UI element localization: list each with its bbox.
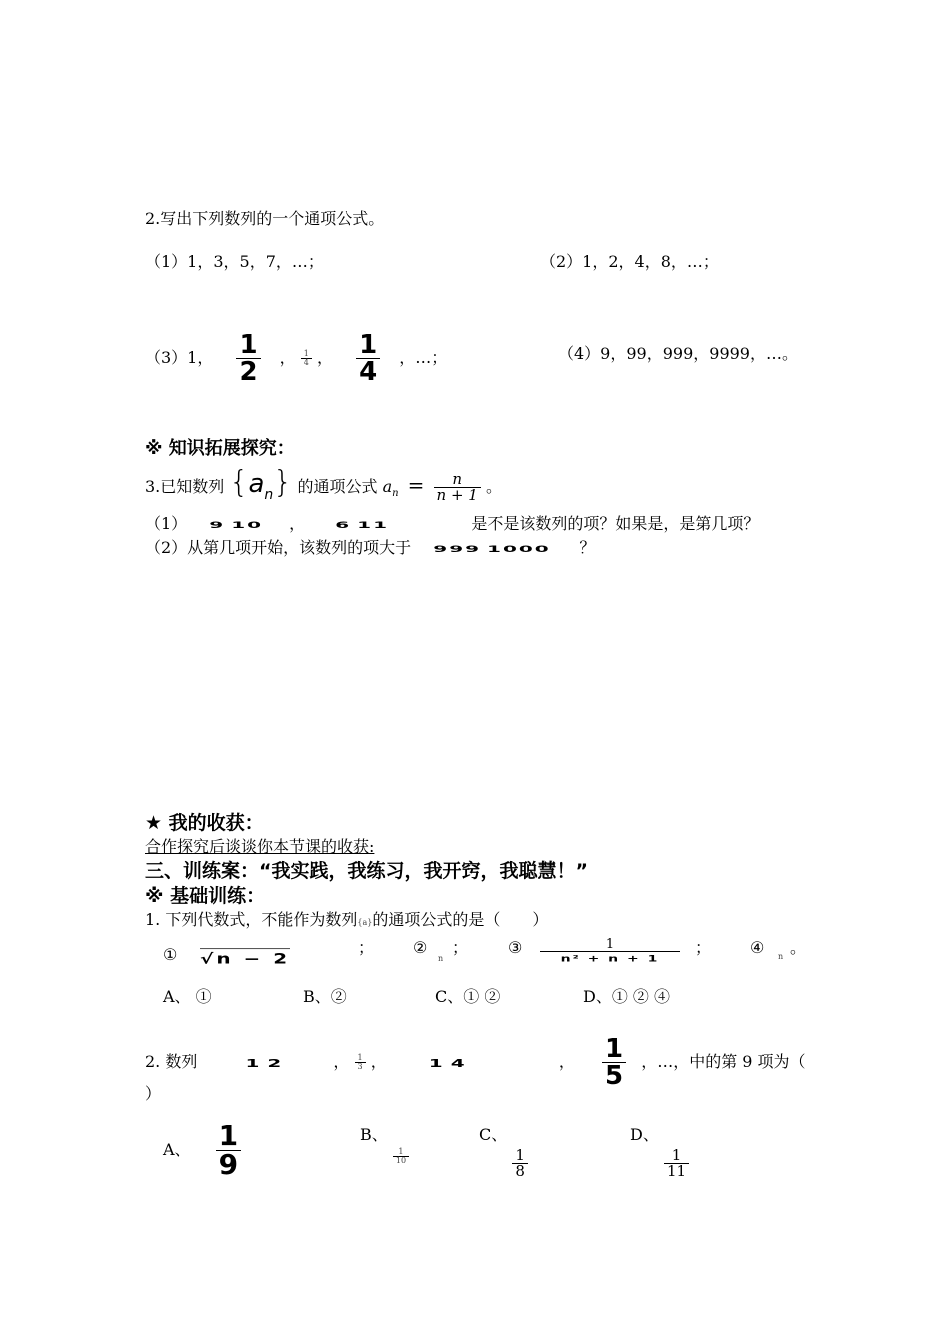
basic-training-heading: ※ 基础训练： bbox=[145, 885, 266, 907]
sequence-notation: $\{a_n\}$ bbox=[229, 465, 293, 503]
q2-part-3 bbox=[145, 332, 447, 385]
q3-prefix: 3.已知数列 bbox=[145, 477, 225, 496]
q3-mid: 的通项公式 bbox=[297, 477, 378, 496]
q3-end: 。 bbox=[485, 477, 502, 496]
choice-b: B、② bbox=[303, 987, 347, 1006]
fraction-one-eleventh: $\frac{1}{11}$ bbox=[664, 1148, 689, 1179]
option-3-marker: ③ bbox=[508, 938, 523, 957]
q2-part-3-label: （3）1， bbox=[145, 348, 214, 367]
extension-heading: ※ 知识拓展探究： bbox=[145, 438, 295, 459]
choice-a: A、 ① bbox=[163, 987, 212, 1006]
fraction-half-smeared: 1 2 bbox=[245, 1055, 284, 1070]
training-heading: 三、训练案：“我实践，我练习，我开窍，我聪慧！” bbox=[145, 860, 588, 882]
fraction-one-eighth: $\frac{1}{8}$ bbox=[512, 1148, 528, 1179]
option-4-marker: ④ bbox=[750, 938, 765, 957]
answer-a-label: A、 bbox=[163, 1140, 191, 1159]
training-q2-tail: ，…，中的第 9 项为（ bbox=[641, 1052, 806, 1071]
s1-label: （1） bbox=[145, 514, 188, 533]
fraction-nine-tenths: 9 10 bbox=[209, 519, 264, 530]
harvest-line: 合作探究后谈谈你本节课的收获: bbox=[145, 837, 375, 856]
q3-sub-1 bbox=[145, 512, 759, 536]
separator: ， bbox=[316, 348, 333, 367]
training-q2-label: 2. 数列 bbox=[145, 1052, 198, 1071]
tiny-sequence: {a} bbox=[357, 918, 373, 927]
fraction-tiny-quarter: $\frac{1}{4}$ bbox=[301, 350, 312, 367]
training-q2-close: ） bbox=[145, 1084, 162, 1103]
separator: ， bbox=[370, 1052, 387, 1071]
s2-question: （2）从第几项开始，该数列的项大于 bbox=[145, 538, 412, 557]
option-2-tiny: n bbox=[438, 954, 444, 963]
separator: ； bbox=[452, 938, 469, 957]
s2-end: ？ bbox=[579, 538, 596, 557]
choice-d: D、① ② ④ bbox=[583, 987, 671, 1006]
option-2-marker: ② bbox=[413, 938, 428, 957]
separator: ， bbox=[333, 1052, 350, 1071]
fraction-one-ninth: $\frac{1}{9}$ bbox=[216, 1122, 241, 1179]
harvest-heading: ★ 我的收获： bbox=[145, 812, 264, 834]
q2-part-3-tail: ，…； bbox=[399, 348, 448, 367]
s1-question: 是不是该数列的项？如果是，是第几项？ bbox=[471, 514, 760, 533]
answer-a bbox=[163, 1119, 241, 1181]
training-q2 bbox=[145, 1036, 806, 1089]
option-1-marker: ① bbox=[163, 945, 178, 964]
separator: ； bbox=[695, 938, 712, 957]
answer-d-label: D、 bbox=[630, 1125, 659, 1144]
an-subscript: n bbox=[392, 488, 399, 500]
answer-d bbox=[630, 1125, 689, 1179]
q2-part-1: （1）1，3，5，7，…； bbox=[145, 252, 324, 271]
fraction-one-tenth: $\frac{1}{10}$ bbox=[393, 1148, 409, 1165]
fraction-one-fifth: $\frac{1}{5}$ bbox=[602, 1036, 626, 1089]
an-symbol: a bbox=[382, 477, 393, 496]
separator: ， bbox=[279, 348, 296, 367]
q2-part-4: （4）9，99，999，9999，…。 bbox=[558, 344, 798, 363]
separator: ， bbox=[289, 514, 306, 533]
separator: ， bbox=[558, 1052, 575, 1071]
training-q1-tail: 的通项公式的是（ ） bbox=[372, 910, 549, 929]
fraction-one-half: $\frac{1}{2}$ bbox=[236, 332, 260, 385]
training-q1-text: 1. 下列代数式，不能作为数列 bbox=[145, 910, 358, 929]
answer-c bbox=[479, 1125, 528, 1179]
option-4-end: 。 bbox=[790, 938, 807, 957]
training-q1 bbox=[145, 910, 548, 929]
choice-c: C、① ② bbox=[435, 987, 501, 1006]
q3-statement bbox=[145, 460, 502, 518]
formula-fraction: $\frac{n}{n + 1}$ bbox=[434, 472, 481, 503]
answer-b bbox=[360, 1125, 409, 1165]
sqrt-expression: √n − 2 bbox=[200, 944, 290, 975]
answer-b-label: B、 bbox=[360, 1125, 388, 1144]
q2-title: 2.写出下列数列的一个通项公式。 bbox=[145, 209, 385, 228]
fraction-tiny-third: $\frac{1}{3}$ bbox=[355, 1054, 366, 1071]
q2-part-2: （2）1，2，4，8，…； bbox=[540, 252, 719, 271]
fraction-one-quarter: $\frac{1}{4}$ bbox=[356, 332, 380, 385]
option-4-tiny: n bbox=[778, 952, 784, 961]
separator: ； bbox=[358, 938, 375, 957]
fraction-quarter-smeared: 1 4 bbox=[428, 1055, 467, 1070]
equals-sign: = bbox=[407, 473, 425, 497]
q3-sub-2 bbox=[145, 536, 595, 560]
option-3-fraction: $\frac{1}{\text{n² + n + 1}}$ bbox=[540, 938, 680, 966]
q1-option-1 bbox=[163, 938, 177, 972]
fraction-999-thousandths: 999 1000 bbox=[433, 543, 551, 554]
answer-c-label: C、 bbox=[479, 1125, 508, 1144]
fraction-six-elevenths: 6 11 bbox=[335, 519, 390, 530]
